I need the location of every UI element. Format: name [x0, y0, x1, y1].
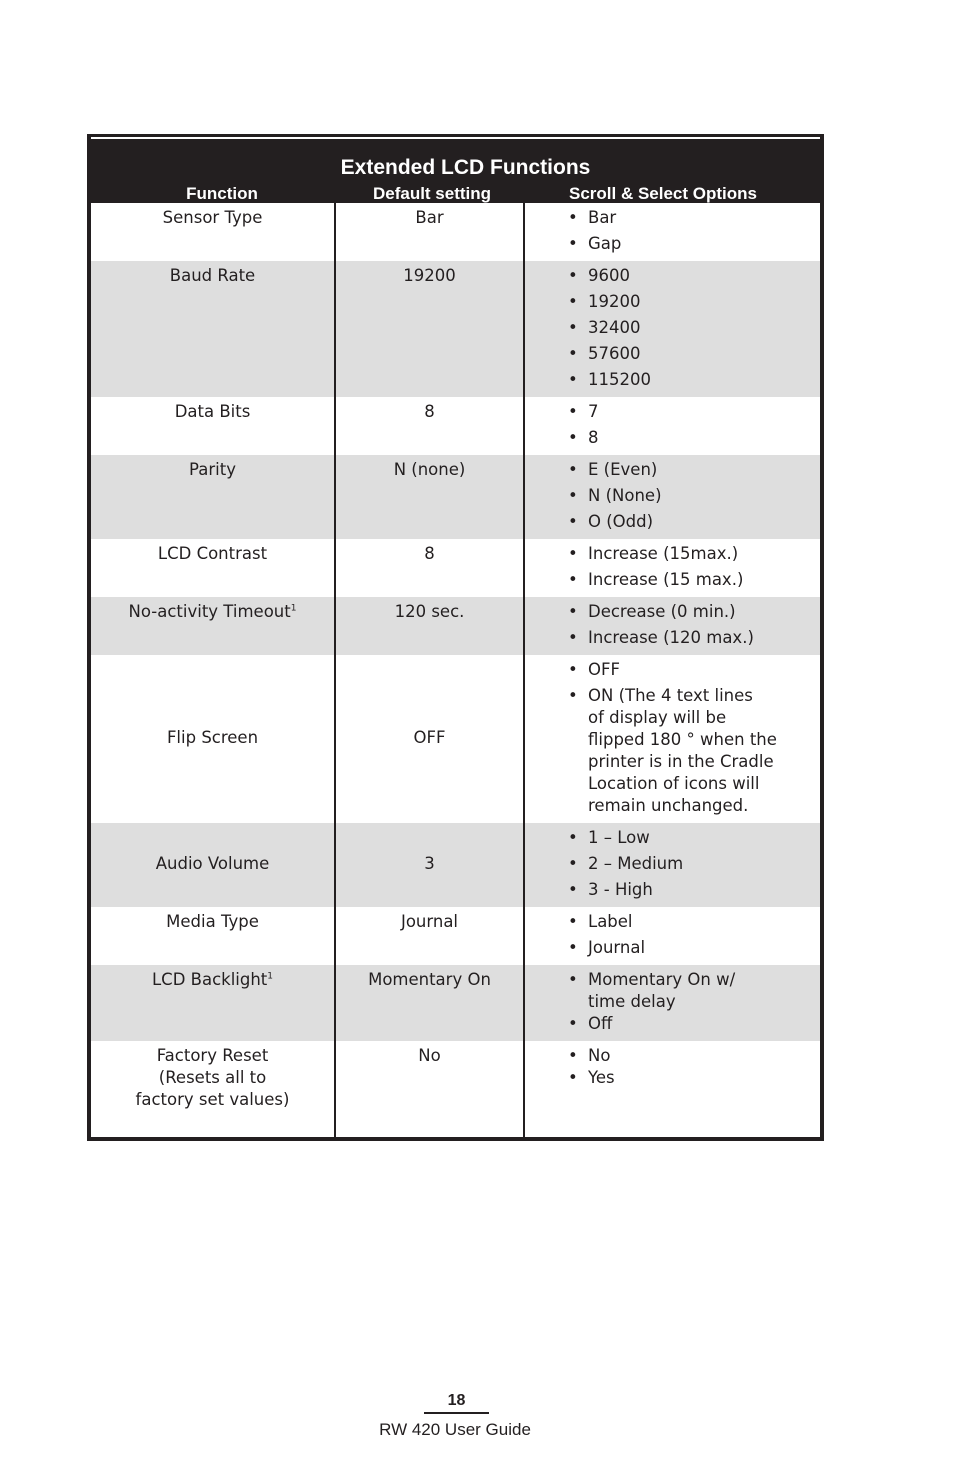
- option-item: • 57600: [565, 343, 810, 365]
- header-function: Function: [186, 184, 258, 203]
- function-label: No-activity Timeout: [128, 602, 291, 621]
- option-item: • Increase (15max.): [565, 543, 810, 565]
- table-header: [91, 139, 820, 203]
- guide-title: RW 420 User Guide: [379, 1420, 531, 1439]
- options-list: [565, 543, 810, 591]
- function-cell: [91, 261, 336, 397]
- options-cell: [525, 203, 820, 261]
- options-list: [565, 1045, 810, 1089]
- default-value: 3: [424, 854, 435, 873]
- header-default-setting: Default setting: [372, 184, 492, 203]
- default-cell: 8: [336, 397, 525, 455]
- function-cell: [91, 823, 336, 907]
- default-cell: 120 sec.: [336, 597, 525, 655]
- function-cell: [91, 655, 336, 823]
- option-item: • Journal: [565, 937, 810, 959]
- default-cell: 8: [336, 539, 525, 597]
- option-item: • N (None): [565, 485, 810, 507]
- options-list: [565, 265, 810, 391]
- table-row: [91, 261, 820, 397]
- options-list: [565, 911, 810, 959]
- header-scroll-select-options: Scroll & Select Options: [569, 184, 757, 203]
- default-cell: No: [336, 1041, 525, 1137]
- function-cell: [91, 397, 336, 455]
- options-cell: [525, 823, 820, 907]
- options-cell: [525, 965, 820, 1041]
- default-cell: [336, 655, 525, 823]
- option-item: • E (Even): [565, 459, 810, 481]
- option-item: • Bar: [565, 207, 810, 229]
- option-item: • 8: [565, 427, 810, 449]
- options-list: [565, 969, 810, 1035]
- option-item: • ON (The 4 text lines of display will be flipped 180 ° when the printer is in the Cradle Location of icons will remain unchanged.: [565, 685, 810, 817]
- footnote-marker: 1: [290, 603, 297, 614]
- options-list: [565, 401, 810, 449]
- options-cell: [525, 539, 820, 597]
- option-item: • Increase (15 max.): [565, 569, 810, 591]
- table-row: [91, 597, 820, 655]
- table-row: [91, 655, 820, 823]
- function-label: LCD Backlight: [151, 970, 268, 989]
- option-item: • O (Odd): [565, 511, 810, 533]
- function-label: LCD Contrast: [157, 544, 268, 563]
- option-item: • Momentary On w/ time delay: [565, 969, 810, 1013]
- function-cell: [91, 455, 336, 539]
- options-cell: [525, 907, 820, 965]
- function-label: Baud Rate: [169, 266, 256, 285]
- table-row: [91, 965, 820, 1041]
- option-item: • 2 – Medium: [565, 853, 810, 875]
- function-cell: Factory Reset (Resets all to factory set values): [91, 1041, 336, 1137]
- table-title: Extended LCD Functions: [340, 156, 591, 179]
- table-row: [91, 397, 820, 455]
- option-item: • Label: [565, 911, 810, 933]
- options-cell: [525, 455, 820, 539]
- default-value: OFF: [413, 728, 446, 747]
- function-cell: [91, 965, 336, 1041]
- function-cell: [91, 539, 336, 597]
- function-label: Sensor Type: [162, 208, 263, 227]
- options-list: [565, 827, 810, 901]
- function-label: Data Bits: [174, 402, 251, 421]
- options-cell: [525, 397, 820, 455]
- option-item: • 1 – Low: [565, 827, 810, 849]
- function-cell: [91, 597, 336, 655]
- options-list: [565, 207, 810, 255]
- option-item: • Gap: [565, 233, 810, 255]
- page-number: 18: [424, 1392, 489, 1414]
- table-row: [91, 539, 820, 597]
- footnote-marker: 1: [267, 971, 274, 982]
- function-cell: [91, 907, 336, 965]
- options-list: [565, 459, 810, 533]
- table-row: [91, 907, 820, 965]
- function-cell: [91, 203, 336, 261]
- table-row: [91, 203, 820, 261]
- option-item: • 9600: [565, 265, 810, 287]
- option-item: • 19200: [565, 291, 810, 313]
- options-cell: [525, 597, 820, 655]
- table-row: [91, 823, 820, 907]
- default-cell: N (none): [336, 455, 525, 539]
- options-list: [565, 659, 810, 817]
- options-cell: [525, 1041, 820, 1137]
- default-cell: Journal: [336, 907, 525, 965]
- option-item: • Increase (120 max.): [565, 627, 810, 649]
- option-item: • Off: [565, 1013, 810, 1035]
- default-cell: Momentary On: [336, 965, 525, 1041]
- options-cell: [525, 655, 820, 823]
- default-cell: [336, 823, 525, 907]
- option-item: • 115200: [565, 369, 810, 391]
- table-row: [91, 455, 820, 539]
- extended-lcd-functions-table: [87, 134, 824, 1141]
- table-row: [91, 1041, 820, 1137]
- option-item: • OFF: [565, 659, 810, 681]
- function-label: Parity: [189, 460, 236, 479]
- option-item: • 7: [565, 401, 810, 423]
- default-cell: 19200: [336, 261, 525, 397]
- option-item: • Yes: [565, 1067, 810, 1089]
- function-label: Media Type: [166, 912, 259, 931]
- option-item: • 32400: [565, 317, 810, 339]
- options-cell: [525, 261, 820, 397]
- option-item: • No: [565, 1045, 810, 1067]
- function-label: Flip Screen: [166, 728, 259, 747]
- default-cell: Bar: [336, 203, 525, 261]
- option-item: • 3 - High: [565, 879, 810, 901]
- options-list: [565, 601, 810, 649]
- function-label: Audio Volume: [155, 854, 270, 873]
- option-item: • Decrease (0 min.): [565, 601, 810, 623]
